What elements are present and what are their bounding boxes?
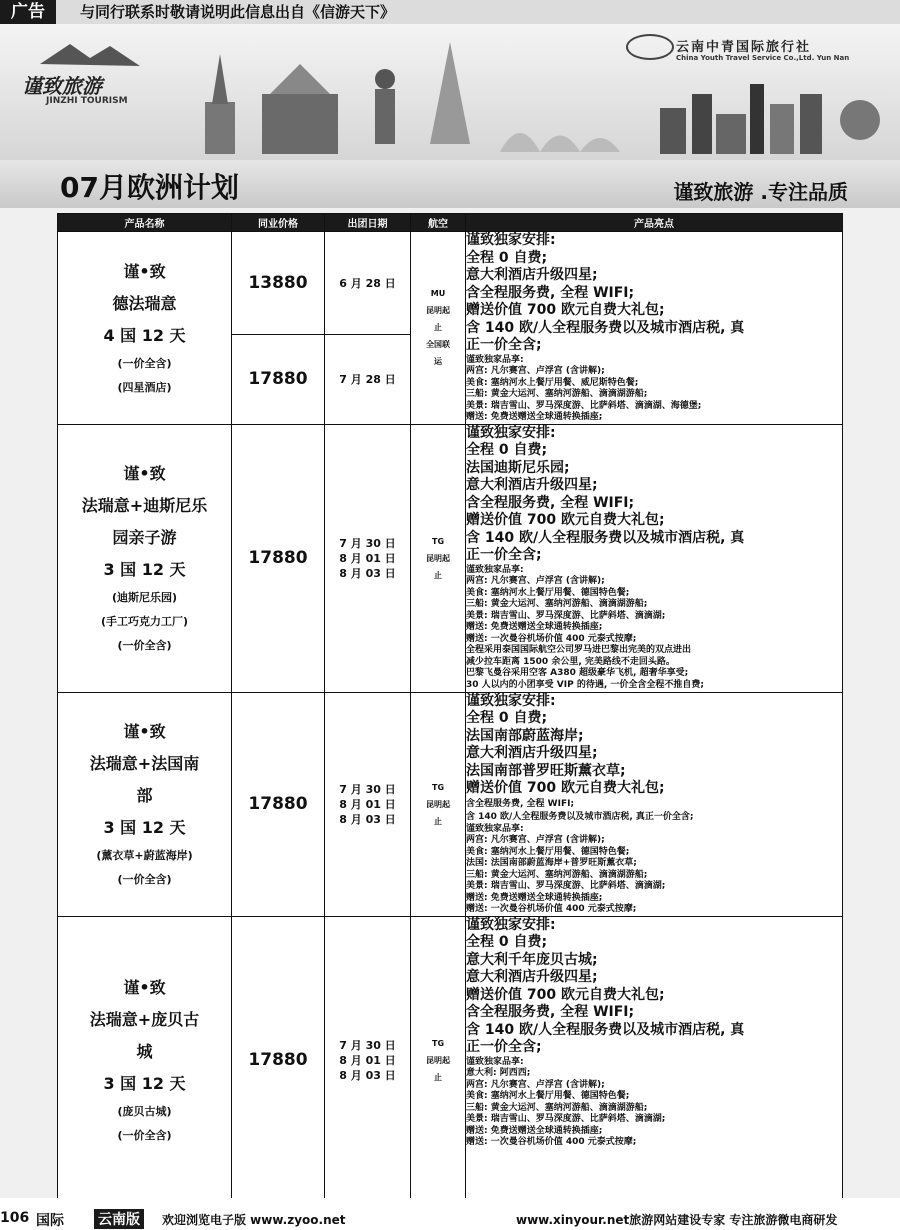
airline-line: MU	[430, 289, 446, 299]
highlight-detail: 三船: 黄金大运河、塞纳河游船、滴滴湖游船;	[466, 389, 648, 399]
airline-cell	[411, 692, 466, 916]
airline-line: 昆明起	[426, 799, 450, 809]
logo-text: 谨致旅游	[22, 74, 102, 98]
airline-line: 运	[434, 357, 442, 367]
highlight-detail: 赠送: 一次曼谷机场价值 400 元泰式按摩;	[466, 904, 637, 914]
highlight-detail: 美食: 塞纳河水上餐厅用餐、德国特色餐;	[466, 1091, 630, 1101]
highlight-line: 赠送价值 700 欧元自费大礼包;	[466, 986, 665, 1003]
highlight-detail: 美景: 瑞吉雪山、罗马深度游、比萨斜塔、滴滴湖、海德堡;	[466, 400, 702, 411]
product-name-line: 法瑞意+迪斯尼乐	[81, 496, 208, 515]
departure-date: 7 月 30 日	[339, 1038, 396, 1052]
highlight-line: 意大利千年庞贝古城;	[466, 951, 598, 968]
highlight-detail: 两宫: 凡尔赛宫、卢浮宫 (含讲解);	[466, 366, 605, 376]
highlight-line: 全程 0 自费;	[466, 442, 548, 458]
product-name-note: (一价全含)	[117, 1129, 172, 1142]
highlight-detail: 两宫: 凡尔赛宫、卢浮宫 (含讲解);	[466, 835, 605, 845]
highlight-line: 谨致独家安排:	[466, 232, 556, 248]
airline-line: 止	[434, 570, 442, 580]
highlight-detail: 赠送: 一次曼谷机场价值 400 元泰式按摩;	[466, 633, 637, 644]
highlight-line: 正一价全含;	[466, 337, 542, 353]
date-cell	[325, 916, 411, 1204]
price-cell: 13880	[232, 232, 325, 335]
product-name-line: 3 国 12 天	[103, 1074, 186, 1093]
highlight-line: 意大利酒店升级四星;	[466, 267, 598, 283]
highlight-line: 意大利酒店升级四星;	[466, 745, 598, 761]
highlight-detail: 谨致独家品享:	[466, 823, 524, 834]
logo-subtitle: JINZHI TOURISM	[46, 96, 128, 106]
product-name-note: (一价全含)	[117, 639, 172, 652]
highlight-line: 谨致独家安排:	[466, 916, 556, 933]
departure-date: 8 月 01 日	[339, 1053, 396, 1067]
highlight-detail: 谨致独家品享:	[466, 1056, 524, 1067]
highlight-line: 含全程服务费, 全程 WIFI;	[466, 494, 635, 511]
airline-line: 全国联	[426, 340, 450, 350]
product-name-line: 谨•致	[123, 261, 166, 281]
highlight-detail: 美景: 瑞吉雪山、罗马深度游、比萨斜塔、滴滴湖;	[466, 610, 666, 621]
header-date: 出团日期	[325, 214, 411, 232]
ad-tag: 广告	[0, 0, 56, 24]
highlight-detail: 意大利: 阿西西;	[466, 1068, 531, 1078]
highlight-line: 赠送价值 700 欧元自费大礼包;	[466, 780, 665, 796]
departure-date: 7 月 30 日	[339, 536, 396, 550]
airline-cell	[411, 916, 466, 1204]
airline-line: 昆明起	[426, 306, 450, 316]
airline-line: TG	[431, 782, 445, 792]
section-label: 国际	[36, 1213, 64, 1229]
product-name-note: (手工巧克力工厂)	[100, 615, 189, 628]
airline-cell	[411, 232, 466, 425]
footer	[0, 1198, 900, 1230]
highlight-line: 全程 0 自费;	[466, 934, 548, 950]
highlight-line: 全程 0 自费;	[466, 249, 548, 266]
highlight-line: 意大利酒店升级四星;	[466, 477, 598, 493]
edition-badge: 云南版	[94, 1209, 144, 1229]
page-number: 106	[0, 1210, 30, 1226]
product-name-line: 德法瑞意	[112, 293, 177, 313]
footer-promo: www.xinyour.net旅游网站建设专家 专注旅游微电商研发	[516, 1213, 838, 1227]
highlight-detail: 三船: 黄金大运河、塞纳河游船、滴滴湖游船;	[466, 869, 648, 880]
departure-date: 8 月 03 日	[339, 566, 396, 580]
agency-logo-icon	[626, 34, 674, 60]
highlight-detail: 美景: 瑞吉雪山、罗马深度游、比萨斜塔、滴滴湖;	[466, 881, 666, 891]
product-name-cell	[58, 916, 232, 1204]
departure-date: 8 月 03 日	[339, 812, 396, 826]
source-notice: 与同行联系时敬请说明此信息出自《信游天下》	[80, 3, 396, 21]
header-airline: 航空	[411, 214, 466, 232]
highlight-detail: 谨致独家品享:	[466, 354, 524, 365]
highlight-detail: 美景: 瑞吉雪山、罗马深度游、比萨斜塔、滴滴湖;	[466, 1114, 666, 1124]
product-table	[57, 213, 843, 1205]
highlight-line: 意大利酒店升级四星;	[466, 969, 598, 985]
agency-name: 云南中青国际旅行社	[676, 40, 812, 55]
highlight-line: 谨致独家安排:	[466, 692, 556, 709]
highlight-line: 赠送价值 700 欧元自费大礼包;	[466, 302, 665, 318]
highlight-line: 含 140 欧/人全程服务费以及城市酒店税, 真	[466, 1021, 745, 1038]
product-name-line: 3 国 12 天	[103, 818, 186, 837]
highlight-detail: 三船: 黄金大运河、塞纳河游船、滴滴湖游船;	[466, 1102, 648, 1113]
product-name-note: (迪斯尼乐园)	[111, 591, 178, 604]
table-row	[58, 424, 843, 692]
highlight-line: 赠送价值 700 欧元自费大礼包;	[466, 512, 665, 528]
highlight-detail: 赠送: 免费送赠送全球通转换插座;	[466, 622, 603, 632]
product-name-line: 部	[136, 786, 153, 805]
highlight-detail: 美食: 塞纳河水上餐厅用餐、威尼斯特色餐;	[466, 377, 639, 388]
highlight-detail: 三船: 黄金大运河、塞纳河游船、滴滴湖游船;	[466, 599, 648, 609]
highlight-detail: 赠送: 一次曼谷机场价值 400 元泰式按摩;	[466, 1137, 637, 1147]
highlights-cell	[466, 916, 843, 1204]
product-name-cell	[58, 232, 232, 425]
departure-date: 7 月 28 日	[339, 372, 396, 386]
price-cell: 17880	[232, 424, 325, 692]
product-name-note: (四星酒店)	[117, 380, 172, 394]
highlights-cell	[466, 424, 843, 692]
highlight-line: 含全程服务费, 全程 WIFI;	[466, 1004, 635, 1020]
table-header-row	[58, 214, 843, 232]
date-cell	[325, 424, 411, 692]
highlight-detail: 两宫: 凡尔赛宫、卢浮宫 (含讲解);	[466, 576, 605, 586]
product-name-line: 法瑞意+庞贝古	[89, 1010, 200, 1029]
highlight-detail: 谨致独家品享:	[466, 564, 524, 575]
airline-line: 止	[434, 1072, 442, 1082]
product-name-cell	[58, 692, 232, 916]
header-product-name: 产品名称	[58, 214, 232, 232]
product-name-line: 城	[136, 1042, 153, 1061]
departure-date: 7 月 30 日	[339, 782, 396, 796]
date-cell	[325, 692, 411, 916]
header-highlights: 产品亮点	[466, 214, 843, 232]
highlight-line: 含 140 欧/人全程服务费以及城市酒店税, 真正一价全含;	[466, 811, 694, 822]
highlight-detail: 美食: 塞纳河水上餐厅用餐、德国特色餐;	[466, 846, 630, 857]
highlight-line: 全程 0 自费;	[466, 710, 548, 726]
highlight-detail: 减少拉车距离 1500 余公里, 完美路线不走回头路。	[466, 656, 675, 667]
highlight-line: 含 140 欧/人全程服务费以及城市酒店税, 真	[466, 529, 745, 546]
date-cell	[325, 335, 411, 424]
product-name-line: 园亲子游	[112, 528, 177, 547]
highlight-detail: 赠送: 免费送赠送全球通转换插座;	[466, 412, 603, 422]
highlight-line: 含 140 欧/人全程服务费以及城市酒店税, 真	[466, 319, 745, 336]
product-name-note: (一价全含)	[117, 873, 172, 886]
departure-date: 6 月 28 日	[339, 276, 396, 290]
product-name-line: 谨•致	[123, 464, 166, 483]
highlight-detail: 赠送: 免费送赠送全球通转换插座;	[466, 892, 603, 903]
highlight-detail: 全程采用泰国国际航空公司罗马进巴黎出完美的双点进出	[466, 645, 692, 655]
highlight-line: 法国南部普罗旺斯薰衣草;	[466, 762, 626, 779]
footer-welcome: 欢迎浏览电子版 www.zyoo.net	[162, 1213, 346, 1227]
departure-date: 8 月 03 日	[339, 1068, 396, 1082]
airline-line: 昆明起	[426, 1055, 450, 1065]
airline-cell	[411, 424, 466, 692]
highlight-line: 含全程服务费, 全程 WIFI;	[466, 798, 575, 809]
highlight-detail: 巴黎飞曼谷采用空客 A380 超级豪华飞机, 超奢华享受;	[466, 668, 689, 678]
product-name-line: 3 国 12 天	[103, 560, 186, 579]
airline-line: TG	[431, 1038, 445, 1048]
top-bar	[0, 0, 900, 24]
product-name-line: 4 国 12 天	[103, 325, 186, 345]
product-name-cell	[58, 424, 232, 692]
table-row	[58, 692, 843, 916]
highlight-detail: 美食: 塞纳河水上餐厅用餐、德国特色餐;	[466, 587, 630, 598]
price-cell: 17880	[232, 916, 325, 1204]
header-price: 同业价格	[232, 214, 325, 232]
product-name-note: (薰衣草+蔚蓝海岸)	[96, 849, 193, 862]
table-row	[58, 916, 843, 1204]
agency-name-en: China Youth Travel Service Co.,Ltd. Yun Nan	[676, 54, 850, 62]
highlight-detail: 两宫: 凡尔赛宫、卢浮宫 (含讲解);	[466, 1079, 605, 1090]
airline-line: 止	[434, 816, 442, 826]
date-cell	[325, 232, 411, 335]
highlight-line: 法国南部蔚蓝海岸;	[466, 727, 584, 744]
highlight-line: 谨致独家安排:	[466, 424, 556, 441]
slogan: 谨致旅游 .专注品质	[673, 180, 848, 204]
highlights-cell	[466, 232, 843, 425]
highlights-cell	[466, 692, 843, 916]
highlight-detail: 赠送: 免费送赠送全球通转换插座;	[466, 1125, 603, 1136]
airline-line: TG	[431, 536, 445, 546]
product-name-line: 谨•致	[123, 978, 166, 997]
highlight-detail: 30 人以内的小团享受 VIP 的待遇, 一价全含全程不推自费;	[466, 679, 704, 690]
product-name-line: 法瑞意+法国南	[89, 754, 200, 773]
product-name-note: (庞贝古城)	[117, 1105, 172, 1118]
table-row	[58, 232, 843, 335]
page-title: 07月欧洲计划	[60, 171, 239, 204]
product-name-note: (一价全含)	[117, 356, 172, 370]
product-name-line: 谨•致	[123, 722, 166, 741]
airline-line: 昆明起	[426, 553, 450, 563]
banner	[0, 24, 900, 160]
departure-date: 8 月 01 日	[339, 551, 396, 565]
highlight-line: 法国迪斯尼乐园;	[466, 459, 570, 476]
departure-date: 8 月 01 日	[339, 797, 396, 811]
highlight-line: 正一价全含;	[466, 547, 542, 563]
highlight-line: 正一价全含;	[466, 1039, 542, 1055]
highlight-detail: 法国: 法国南部蔚蓝海岸+普罗旺斯薰衣草;	[466, 858, 637, 868]
price-cell: 17880	[232, 335, 325, 424]
price-cell: 17880	[232, 692, 325, 916]
airline-line: 止	[434, 323, 442, 333]
highlight-line: 含全程服务费, 全程 WIFI;	[466, 284, 635, 301]
